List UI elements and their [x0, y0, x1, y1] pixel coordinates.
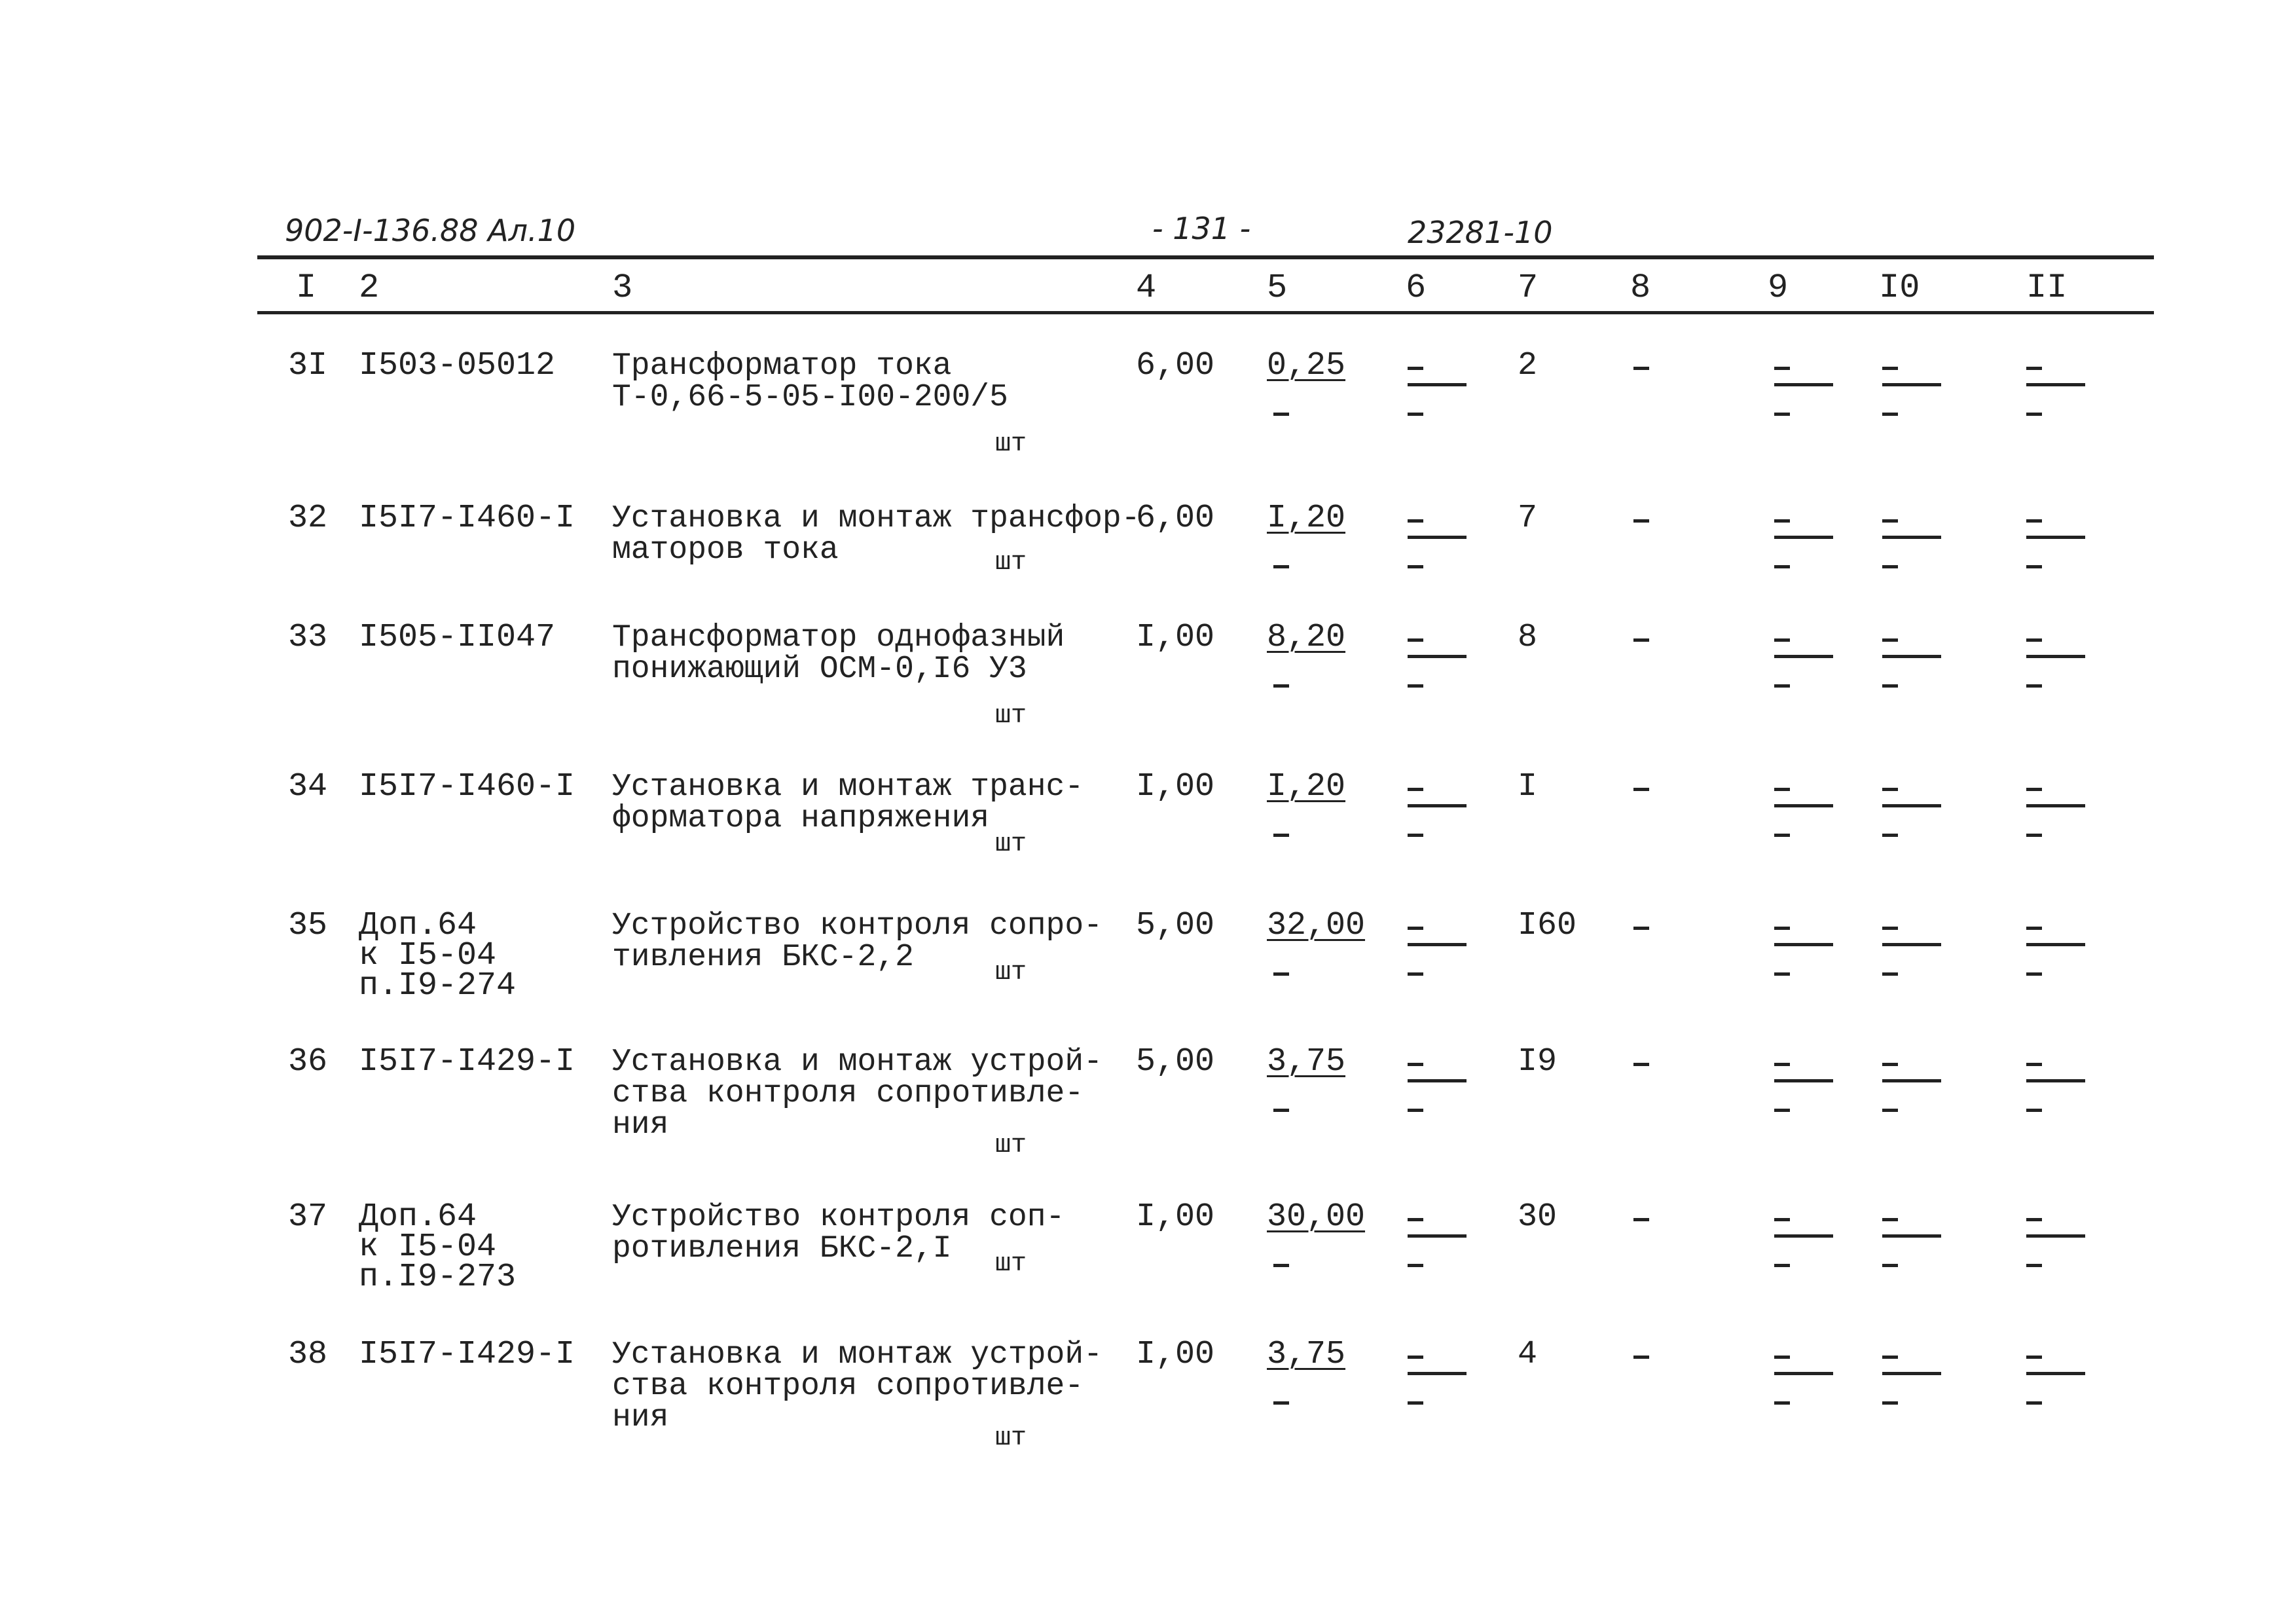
total-value: 4 — [1518, 1336, 1538, 1373]
dash-mark — [1633, 638, 1649, 642]
quantity: I,00 — [1136, 619, 1215, 656]
unit-price: 8,20 — [1267, 619, 1346, 656]
dash-mark — [1774, 1356, 1790, 1359]
dash-mark — [2026, 1218, 2042, 1221]
item-description: Устройство контроля соп- — [612, 1200, 1065, 1235]
dash-mark — [1408, 943, 1467, 946]
dash-mark — [1882, 1079, 1941, 1082]
resource-code: I5I7-I429-I — [359, 1043, 575, 1080]
item-description: Устройство контроля сопро- — [612, 908, 1102, 944]
dash-mark — [1882, 655, 1941, 658]
resource-code: I5I7-I460-I — [359, 500, 575, 537]
dash-mark — [1882, 1264, 1898, 1267]
dash-mark — [2026, 1401, 2042, 1405]
dash-mark — [2026, 536, 2085, 539]
dash-mark — [1408, 536, 1467, 539]
dash-mark — [2026, 1356, 2042, 1359]
dash-mark — [2026, 804, 2085, 807]
dash-mark — [1882, 788, 1898, 791]
dash-mark — [1882, 684, 1898, 688]
column-number-9: 9 — [1768, 268, 1789, 307]
dash-mark — [1882, 804, 1941, 807]
dash-mark — [1882, 536, 1941, 539]
row-number: 34 — [288, 768, 328, 805]
dash-mark — [2026, 943, 2085, 946]
quantity: 5,00 — [1136, 1043, 1215, 1080]
dash-mark — [1882, 383, 1941, 386]
dash-mark — [2026, 972, 2042, 976]
dash-mark — [1633, 788, 1649, 791]
column-number-4: 4 — [1136, 268, 1157, 307]
dash-mark — [1408, 834, 1423, 837]
dash-mark — [1408, 1356, 1423, 1359]
resource-code: Доп.64 — [359, 907, 477, 944]
dash-mark — [1774, 1372, 1833, 1375]
unit-label: шт — [995, 701, 1027, 731]
dash-mark — [1774, 1264, 1790, 1267]
dash-mark — [1882, 519, 1898, 523]
dash-mark — [1633, 519, 1649, 523]
dash-mark — [2026, 1079, 2085, 1082]
dash-mark — [1774, 1234, 1833, 1238]
dash-mark — [1633, 927, 1649, 930]
dash-mark — [1408, 1264, 1423, 1267]
dash-mark — [2026, 1372, 2085, 1375]
item-description: ротивления БКС-2,I — [612, 1231, 952, 1266]
total-value: I60 — [1518, 907, 1577, 944]
dash-mark — [1408, 1063, 1423, 1066]
total-value: I9 — [1518, 1043, 1558, 1080]
dash-mark — [1408, 367, 1423, 370]
total-value: 7 — [1518, 500, 1538, 537]
dash-mark — [2026, 413, 2042, 416]
header-rule-top — [257, 255, 2154, 259]
row-number: 38 — [288, 1336, 328, 1373]
unit-label: шт — [995, 548, 1027, 578]
dash-mark — [1273, 413, 1289, 416]
column-number-6: 6 — [1406, 268, 1427, 307]
dash-mark — [2026, 565, 2042, 568]
unit-label: шт — [995, 1424, 1027, 1453]
dash-mark — [1408, 565, 1423, 568]
item-description: Установка и монтаж транс- — [612, 769, 1084, 805]
dash-mark — [1882, 565, 1898, 568]
dash-mark — [1408, 1109, 1423, 1112]
quantity: 6,00 — [1136, 500, 1215, 537]
dash-mark — [1273, 834, 1289, 837]
row-number: 3I — [288, 347, 328, 384]
dash-mark — [2026, 1234, 2085, 1238]
dash-mark — [1774, 972, 1790, 976]
dash-mark — [2026, 834, 2042, 837]
dash-mark — [1774, 804, 1833, 807]
dash-mark — [1774, 788, 1790, 791]
total-value: 30 — [1518, 1198, 1558, 1236]
item-description: Трансформатор однофазный — [612, 620, 1065, 655]
dash-mark — [2026, 1264, 2042, 1267]
unit-label: шт — [995, 430, 1027, 459]
dash-mark — [1882, 1063, 1898, 1066]
dash-mark — [1774, 638, 1790, 642]
unit-label: шт — [995, 958, 1027, 987]
dash-mark — [1408, 655, 1467, 658]
dash-mark — [1273, 565, 1289, 568]
unit-price: I,20 — [1267, 500, 1346, 537]
item-description: ния — [612, 1107, 669, 1143]
column-number-3: 3 — [612, 268, 633, 307]
dash-mark — [1774, 927, 1790, 930]
column-number-1: I — [296, 268, 317, 307]
item-description: маторов тока — [612, 532, 839, 568]
dash-mark — [1273, 972, 1289, 976]
dash-mark — [1882, 1218, 1898, 1221]
row-number: 32 — [288, 500, 328, 537]
item-description: Т-0,66-5-05-I00-200/5 — [612, 380, 1008, 415]
unit-price: 32,00 — [1267, 907, 1366, 944]
row-number: 37 — [288, 1198, 328, 1236]
resource-code: I5I7-I429-I — [359, 1336, 575, 1373]
column-number-7: 7 — [1518, 268, 1539, 307]
item-description: ства контроля сопротивле- — [612, 1369, 1084, 1404]
dash-mark — [1408, 383, 1467, 386]
dash-mark — [1774, 655, 1833, 658]
document-number: 23281-10 — [1408, 215, 1553, 250]
dash-mark — [1774, 1401, 1790, 1405]
dash-mark — [1408, 1079, 1467, 1082]
resource-code: I505-II047 — [359, 619, 556, 656]
dash-mark — [1774, 684, 1790, 688]
dash-mark — [1408, 788, 1423, 791]
dash-mark — [2026, 1063, 2042, 1066]
dash-mark — [1774, 519, 1790, 523]
resource-code: п.I9-273 — [359, 1259, 517, 1296]
quantity: 5,00 — [1136, 907, 1215, 944]
dash-mark — [1882, 834, 1898, 837]
quantity: 6,00 — [1136, 347, 1215, 384]
item-description: Трансформатор тока — [612, 348, 952, 384]
column-number-11: II — [2026, 268, 2068, 307]
unit-price: 3,75 — [1267, 1336, 1346, 1373]
row-number: 35 — [288, 907, 328, 944]
dash-mark — [1774, 1218, 1790, 1221]
dash-mark — [1882, 1372, 1941, 1375]
dash-mark — [1633, 1063, 1649, 1066]
dash-mark — [1882, 1356, 1898, 1359]
dash-mark — [1408, 684, 1423, 688]
dash-mark — [1774, 1063, 1790, 1066]
quantity: I,00 — [1136, 768, 1215, 805]
dash-mark — [1774, 413, 1790, 416]
quantity: I,00 — [1136, 1198, 1215, 1236]
column-number-10: I0 — [1879, 268, 1920, 307]
dash-mark — [2026, 367, 2042, 370]
dash-mark — [1774, 383, 1833, 386]
page-number: - 131 - — [1152, 211, 1251, 246]
dash-mark — [1774, 1109, 1790, 1112]
dash-mark — [2026, 519, 2042, 523]
unit-label: шт — [995, 830, 1027, 859]
dash-mark — [1408, 519, 1423, 523]
dash-mark — [2026, 655, 2085, 658]
resource-code: Доп.64 — [359, 1198, 477, 1236]
dash-mark — [1408, 1372, 1467, 1375]
dash-mark — [1273, 684, 1289, 688]
total-value: I — [1518, 768, 1538, 805]
item-description: Установка и монтаж устрой- — [612, 1044, 1102, 1080]
dash-mark — [2026, 684, 2042, 688]
dash-mark — [1774, 367, 1790, 370]
total-value: 8 — [1518, 619, 1538, 656]
dash-mark — [1408, 804, 1467, 807]
unit-price: I,20 — [1267, 768, 1346, 805]
dash-mark — [1273, 1264, 1289, 1267]
unit-price: 3,75 — [1267, 1043, 1346, 1080]
dash-mark — [2026, 383, 2085, 386]
item-description: тивления БКС-2,2 — [612, 940, 914, 975]
dash-mark — [1882, 927, 1898, 930]
dash-mark — [1408, 413, 1423, 416]
dash-mark — [1882, 1109, 1898, 1112]
dash-mark — [2026, 788, 2042, 791]
dash-mark — [1774, 536, 1833, 539]
resource-code: I503-05012 — [359, 347, 556, 384]
row-number: 36 — [288, 1043, 328, 1080]
dash-mark — [1633, 367, 1649, 370]
document-code: 902-I-136.88 Ал.10 — [285, 213, 576, 248]
dash-mark — [1882, 638, 1898, 642]
dash-mark — [1633, 1218, 1649, 1221]
item-description: ства контроля сопротивле- — [612, 1076, 1084, 1111]
dash-mark — [1774, 943, 1833, 946]
dash-mark — [2026, 1109, 2042, 1112]
dash-mark — [1882, 367, 1898, 370]
dash-mark — [1882, 972, 1898, 976]
dash-mark — [1408, 1401, 1423, 1405]
item-description: понижающий ОСМ-0,I6 У3 — [612, 652, 1027, 687]
header-rule-bottom — [257, 311, 2154, 314]
quantity: I,00 — [1136, 1336, 1215, 1373]
item-description: форматора напряжения — [612, 801, 990, 836]
item-description: Установка и монтаж устрой- — [612, 1337, 1102, 1373]
row-number: 33 — [288, 619, 328, 656]
dash-mark — [2026, 638, 2042, 642]
dash-mark — [1408, 1218, 1423, 1221]
unit-label: шт — [995, 1131, 1027, 1160]
column-number-8: 8 — [1630, 268, 1651, 307]
unit-price: 30,00 — [1267, 1198, 1366, 1236]
dash-mark — [1408, 927, 1423, 930]
dash-mark — [1882, 413, 1898, 416]
dash-mark — [1273, 1401, 1289, 1405]
resource-code: к I5-04 — [359, 1228, 497, 1266]
dash-mark — [2026, 927, 2042, 930]
dash-mark — [1273, 1109, 1289, 1112]
unit-price: 0,25 — [1267, 347, 1346, 384]
resource-code: п.I9-274 — [359, 967, 517, 1005]
item-description: ния — [612, 1400, 669, 1435]
dash-mark — [1633, 1356, 1649, 1359]
dash-mark — [1408, 972, 1423, 976]
column-number-5: 5 — [1267, 268, 1288, 307]
dash-mark — [1882, 1234, 1941, 1238]
dash-mark — [1774, 565, 1790, 568]
dash-mark — [1882, 1401, 1898, 1405]
dash-mark — [1408, 1234, 1467, 1238]
item-description: Установка и монтаж трансфор- — [612, 501, 1140, 536]
dash-mark — [1408, 638, 1423, 642]
resource-code: I5I7-I460-I — [359, 768, 575, 805]
dash-mark — [1882, 943, 1941, 946]
unit-label: шт — [995, 1249, 1027, 1279]
resource-code: к I5-04 — [359, 937, 497, 974]
dash-mark — [1774, 1079, 1833, 1082]
total-value: 2 — [1518, 347, 1538, 384]
dash-mark — [1774, 834, 1790, 837]
column-number-2: 2 — [359, 268, 380, 307]
